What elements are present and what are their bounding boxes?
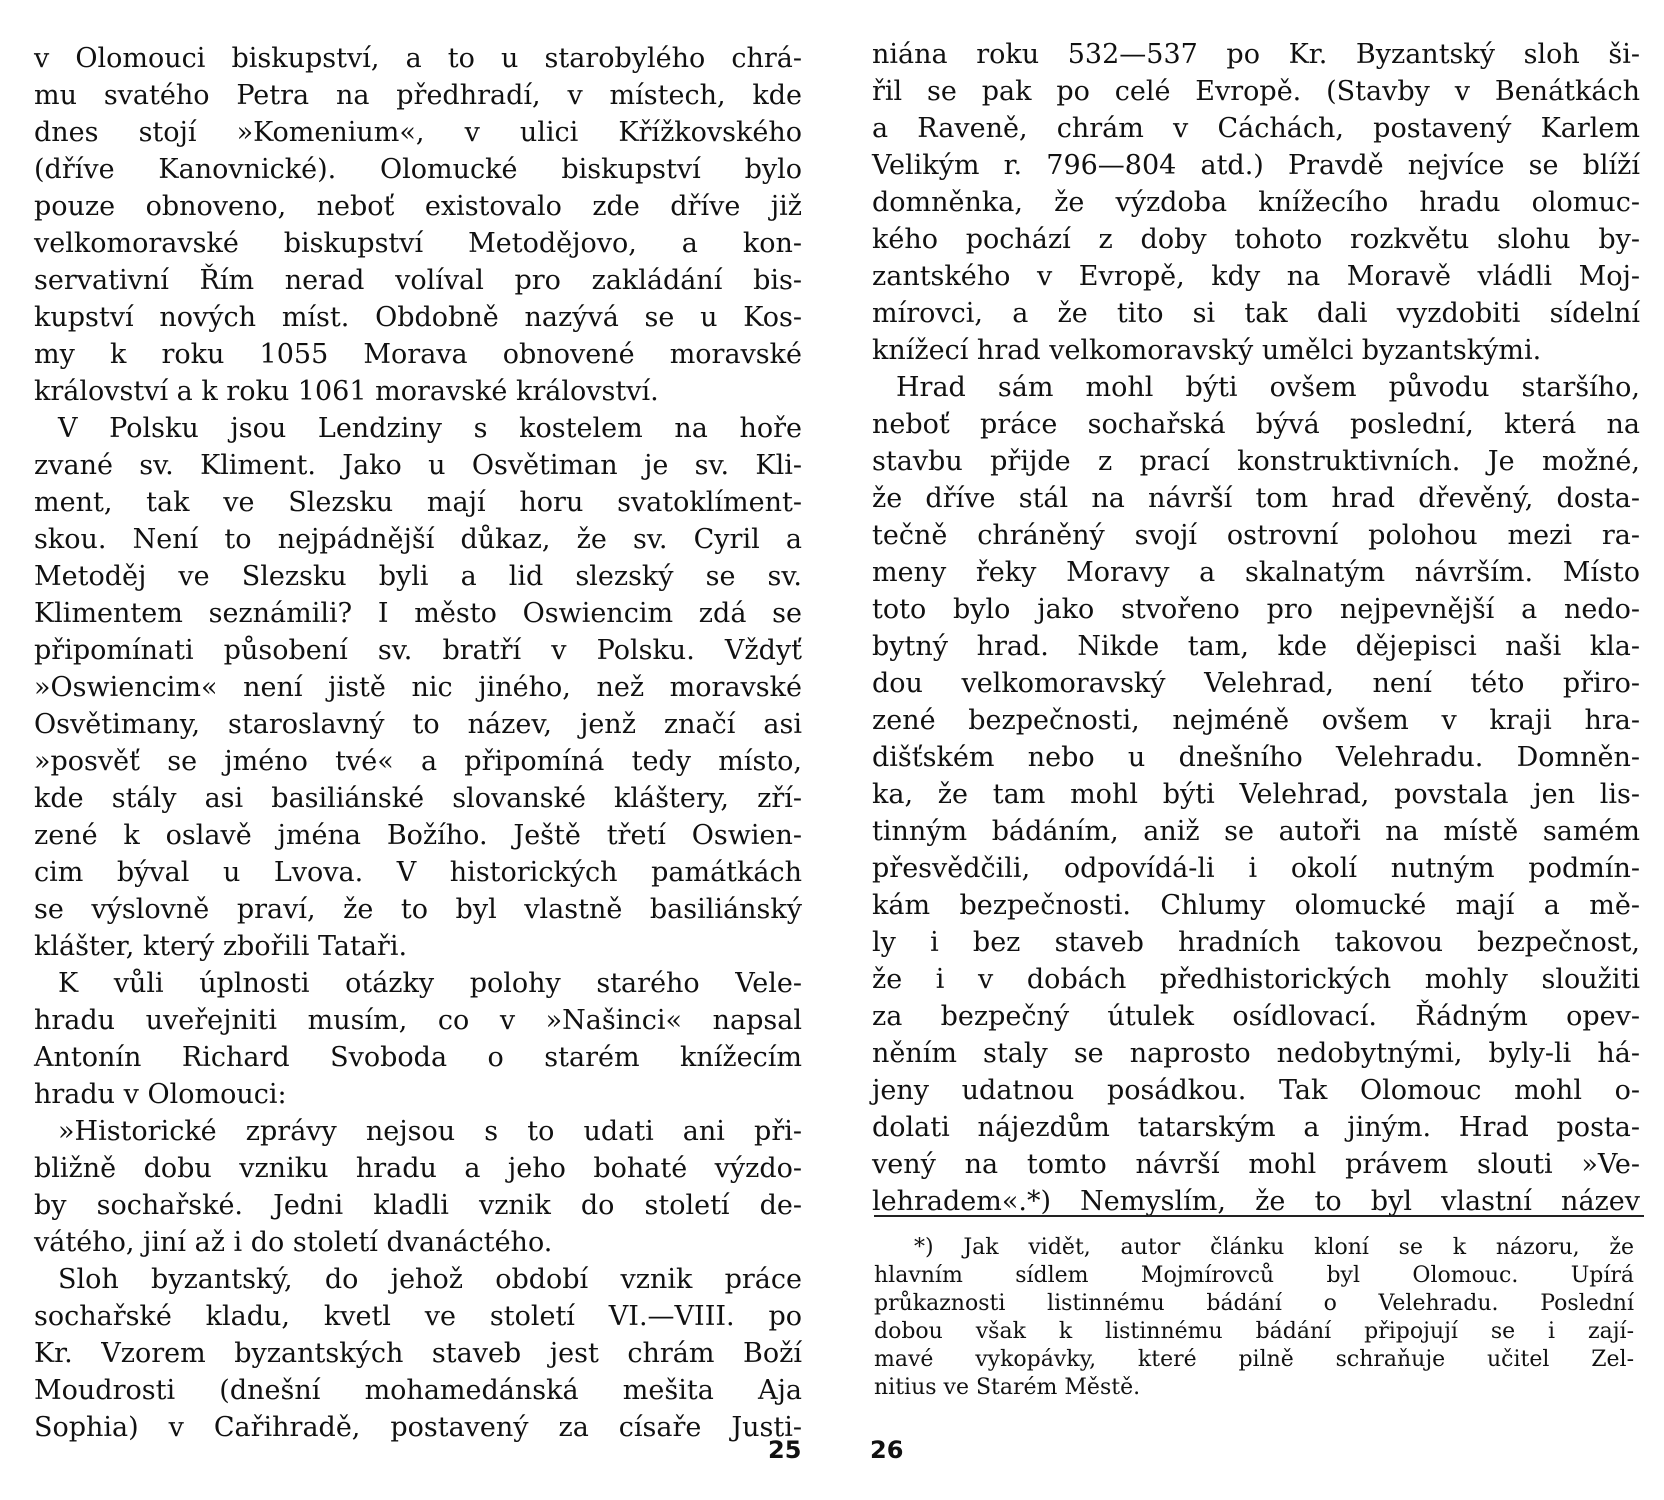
- text-line: Antonín Richard Svoboda o starém knížecím: [34, 1042, 802, 1073]
- text-line: přesvědčili, odpovídá-li i okolí nutným podmín-: [872, 853, 1640, 884]
- text-line: ka, že tam mohl býti Velehrad, povstala jen lis-: [872, 779, 1640, 810]
- text-line: v Olomouci biskupství, a to u starobylého chrá-: [34, 43, 802, 74]
- text-line: a Raveně, chrám v Cáchách, postavený Karlem: [872, 113, 1640, 144]
- text-line: dnes stojí »Komenium«, v ulici Křížkovského: [34, 117, 802, 148]
- text-line: Moudrosti (dnešní mohamedánská mešita Aja: [34, 1375, 802, 1406]
- text-line: my k roku 1055 Morava obnovené moravské: [34, 339, 802, 370]
- text-line: dišťském nebo u dnešního Velehradu. Domněn-: [872, 742, 1640, 773]
- text-line: kupství nových míst. Obdobně nazývá se u Kos-: [34, 302, 802, 333]
- page-number-left: 25: [768, 1436, 802, 1464]
- text-line: zené bezpečnosti, nejméně ovšem v kraji hra-: [872, 705, 1640, 736]
- footnote-line: průkaznosti listinnému bádání o Velehradu. Poslední: [874, 1291, 1634, 1316]
- text-line: bytný hrad. Nikde tam, kde dějepisci naši kla-: [872, 631, 1640, 662]
- text-line: mu svatého Petra na předhradí, v místech, kde: [34, 80, 802, 111]
- text-line: ment, tak ve Slezsku mají horu svatoklíment-: [34, 487, 802, 518]
- right-page: [832, 0, 1664, 1500]
- footnote-line: hlavním sídlem Mojmírovců byl Olomouc. Upírá: [874, 1263, 1634, 1288]
- text-line: tečně chráněný svojí ostrovní polohou mezi ra-: [872, 520, 1640, 551]
- text-line: Kr. Vzorem byzantských staveb jest chrám Boží: [34, 1338, 802, 1369]
- text-line: neboť práce sochařská bývá poslední, která na: [872, 409, 1640, 440]
- text-line: vený na tomto návrší mohl právem slouti »Ve-: [872, 1149, 1640, 1180]
- text-line: cim býval u Lvova. V historických památkách: [34, 857, 802, 888]
- footnote-divider: [874, 1215, 1644, 1217]
- text-line: lehradem«.*) Nemyslím, že to byl vlastní název: [872, 1186, 1640, 1217]
- text-line: K vůli úplnosti otázky polohy starého Vele-: [58, 968, 802, 999]
- page-number-right: 26: [870, 1436, 904, 1464]
- text-line: Sloh byzantský, do jehož období vznik práce: [58, 1264, 802, 1295]
- text-line: vátého, jiní až i do století dvanáctého.: [34, 1227, 553, 1258]
- text-line: zené k oslavě jména Božího. Ještě třetí Oswien-: [34, 820, 802, 851]
- footnote-line: nitius ve Starém Městě.: [874, 1375, 1141, 1400]
- text-line: Velikým r. 796—804 atd.) Pravdě nejvíce se blíží: [872, 150, 1640, 181]
- text-line: že dříve stál na návrší tom hrad dřevěný, dosta-: [872, 483, 1640, 514]
- text-line: mírovci, a že tito si tak dali vyzdobiti sídelní: [872, 298, 1640, 329]
- text-line: (dříve Kanovnické). Olomucké biskupství bylo: [34, 154, 802, 185]
- text-line: kde stály asi basiliánské slovanské kláštery, zří-: [34, 783, 802, 814]
- text-line: Metoděj ve Slezsku byli a lid slezský se sv.: [34, 561, 802, 592]
- text-line: dolati nájezdům tatarským a jiným. Hrad posta-: [872, 1112, 1640, 1143]
- text-line: zvané sv. Kliment. Jako u Osvětiman je sv. Kli-: [34, 450, 802, 481]
- text-line: velkomoravské biskupství Metodějovo, a kon-: [34, 228, 802, 259]
- text-line: kám bezpečnosti. Chlumy olomucké mají a mě-: [872, 890, 1640, 921]
- text-line: Hrad sám mohl býti ovšem původu staršího,: [896, 372, 1640, 403]
- text-line: klášter, který zbořili Tataři.: [34, 931, 408, 962]
- text-line: bližně dobu vzniku hradu a jeho bohaté výzdo-: [34, 1153, 802, 1184]
- text-line: by sochařské. Jedni kladli vznik do století de-: [34, 1190, 802, 1221]
- text-line: se výslovně praví, že to byl vlastně basiliánský: [34, 894, 802, 925]
- text-line: servativní Řím nerad volíval pro zakládání bis-: [34, 265, 802, 296]
- text-line: knížecí hrad velkomoravský umělci byzantskými.: [872, 335, 1542, 366]
- text-line: skou. Není to nejpádnější důkaz, že sv. Cyril a: [34, 524, 802, 555]
- text-line: Osvětimany, staroslavný to název, jenž značí asi: [34, 709, 802, 740]
- footnote-line: *) Jak vidět, autor článku kloní se k názoru, že: [914, 1235, 1634, 1260]
- text-line: meny řeky Moravy a skalnatým návrším. Místo: [872, 557, 1640, 588]
- left-page-text: [34, 40, 802, 1446]
- text-line: »Historické zprávy nejsou s to udati ani při-: [58, 1116, 802, 1147]
- text-line: V Polsku jsou Lendziny s kostelem na hoře: [58, 413, 802, 444]
- text-line: pouze obnoveno, neboť existovalo zde dříve již: [34, 191, 802, 222]
- text-line: sochařské kladu, kvetl ve století VI.—VIII. po: [34, 1301, 802, 1332]
- text-line: toto bylo jako stvořeno pro nejpevnější a nedo-: [872, 594, 1640, 625]
- text-line: dou velkomoravský Velehrad, není této přiro-: [872, 668, 1640, 699]
- text-line: království a k roku 1061 moravské království.: [34, 376, 659, 407]
- text-line: zantského v Evropě, kdy na Moravě vládli Moj-: [872, 261, 1640, 292]
- text-line: za bezpečný útulek osídlovací. Řádným opev-: [872, 1001, 1640, 1032]
- text-line: stavbu přijde z prací konstruktivních. Je možné,: [872, 446, 1640, 477]
- text-line: domněnka, že výzdoba knížecího hradu olomuc-: [872, 187, 1640, 218]
- text-line: že i v dobách předhistorických mohly sloužiti: [872, 964, 1640, 995]
- text-line: tinným bádáním, aniž se autoři na místě samém: [872, 816, 1640, 847]
- text-line: hradu uveřejniti musím, co v »Našinci« napsal: [34, 1005, 802, 1036]
- text-line: připomínati působení sv. bratří v Polsku. Vždyť: [34, 635, 802, 666]
- text-line: Sophia) v Cařihradě, postavený za císaře Justi-: [34, 1412, 802, 1443]
- footnote: [874, 1234, 1634, 1402]
- text-line: kého pochází z doby tohoto rozkvětu slohu by-: [872, 224, 1640, 255]
- right-page-text: [872, 36, 1640, 1220]
- text-line: řil se pak po celé Evropě. (Stavby v Benátkách: [872, 76, 1640, 107]
- text-line: Klimentem seznámili? I město Oswiencim zdá se: [34, 598, 802, 629]
- footnote-line: dobou však k listinnému bádání připojují se i zají-: [874, 1319, 1634, 1344]
- text-line: něním staly se naprosto nedobytnými, byly-li há-: [872, 1038, 1640, 1069]
- text-line: ly i bez staveb hradních takovou bezpečnost,: [872, 927, 1640, 958]
- text-line: jeny udatnou posádkou. Tak Olomouc mohl o-: [872, 1075, 1640, 1106]
- text-line: hradu v Olomouci:: [34, 1079, 287, 1110]
- text-line: niána roku 532—537 po Kr. Byzantský sloh ši-: [872, 39, 1640, 70]
- footnote-line: mavé vykopávky, které pilně schraňuje učitel Zel-: [874, 1347, 1634, 1372]
- text-line: »Oswiencim« není jistě nic jiného, než moravské: [34, 672, 802, 703]
- text-line: »posvěť se jméno tvé« a připomíná tedy místo,: [34, 746, 802, 777]
